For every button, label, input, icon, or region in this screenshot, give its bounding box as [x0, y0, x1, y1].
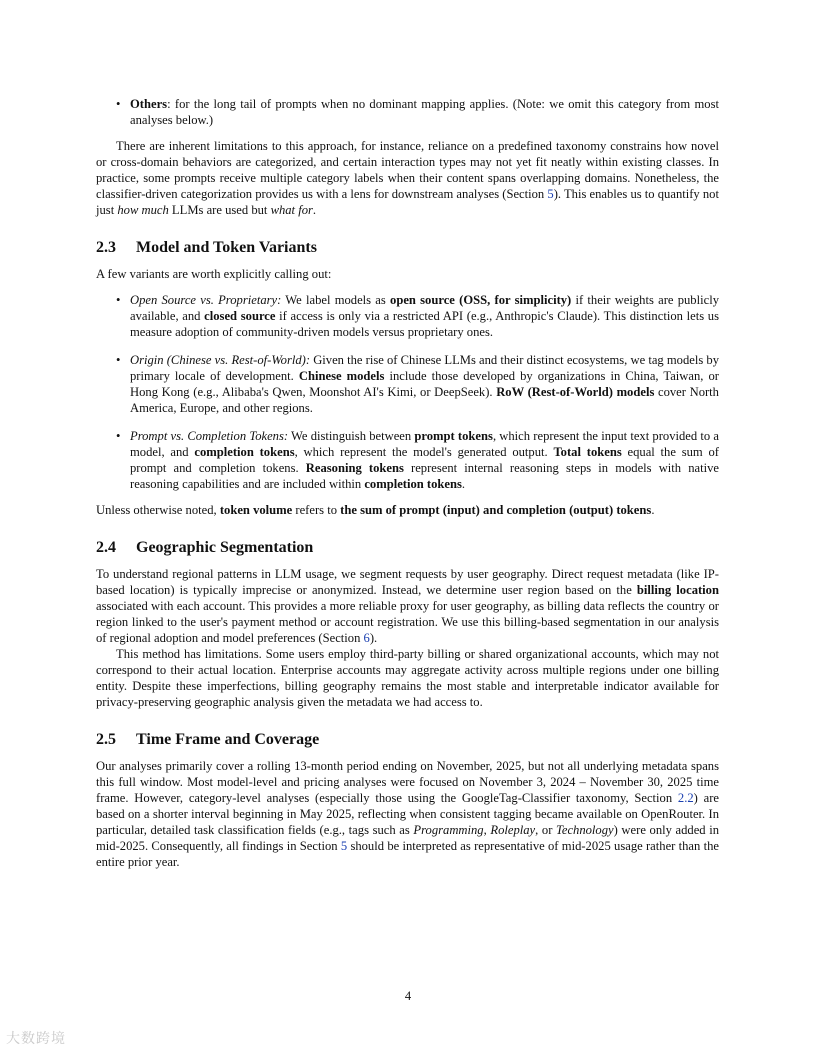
section-link[interactable]: 5	[340, 839, 348, 853]
paper-page	[96, 96, 719, 870]
bullet-icon: •	[116, 293, 121, 307]
watermark-logo: 大数跨境	[6, 1031, 66, 1047]
geography-paragraph-2: This method has limitations. Some users employ third-party billing or shared organizational accounts, which may not correspond to their actual location. Enterprise accounts may aggregate activity across multiple regions under one billing entity. Despite these imperfections, billing geography remains the most stable and interpretable indicator available for privacy-preserving geographic analysis given the metadata we had access to.	[96, 647, 719, 709]
bullet-icon: •	[116, 429, 121, 443]
geography-paragraph-1: To understand regional patterns in LLM usage, we segment requests by user geography. Direct request metadata (like IP-based location) is typically imprecise or anonymized. Instead, we determine user region based on the billing location associated with each account. This provides a more reliable proxy for user geography, as billing data reflects the country or region linked to the user's payment method or account registration. We use this billing-based segmentation in our analysis of regional adoption and model preferences (Section 6).	[96, 567, 719, 645]
list-item-tokens: • Prompt vs. Completion Tokens: We distinguish between prompt tokens, which represent the input text provided to a model, and completion tokens, which represent the model's generated output. Total tokens equal the sum of prompt and completion tokens. Reasoning tokens represent internal reasoning steps in models with native reasoning capabilities and are included within completion tokens.	[116, 429, 719, 491]
page-number: 4	[404, 989, 412, 1003]
section-heading-2-3: 2.3 Model and Token Variants	[96, 239, 317, 256]
section-link[interactable]: 2.2	[677, 791, 694, 805]
bullet-icon: •	[116, 97, 121, 111]
list-item-origin: • Origin (Chinese vs. Rest-of-World): Given the rise of Chinese LLMs and their distinct ecosystems, we tag models by primary locale of development. Chinese models include those developed by organizations in China, Taiwan, or Hong Kong (e.g., Alibaba's Qwen, Moonshot AI's Kimi, or DeepSeek). RoW (Rest-of-World) models cover North America, Europe, and other regions.	[116, 353, 719, 415]
section-link[interactable]: 6	[363, 631, 370, 645]
token-volume-note: Unless otherwise noted, token volume refers to the sum of prompt (input) and completion (output) tokens.	[96, 503, 655, 517]
section-heading-2-4: 2.4 Geographic Segmentation	[96, 539, 314, 556]
bullet-icon: •	[116, 353, 121, 367]
timeframe-paragraph: Our analyses primarily cover a rolling 13-month period ending on November, 2025, but not all underlying metadata spans this full window. Most model-level and pricing analyses were focused on November 3, 2024 – November 30, 2025 time frame. However, category-level analyses (especially those using the GoogleTag-Classifier taxonomy, Section 2.2) are based on a shorter interval beginning in May 2025, reflecting when consistent tagging became available on OpenRouter. In particular, detailed task classification fields (e.g., tags such as Programming, Roleplay, or Technology) were only added in mid-2025. Consequently, all findings in Section 5 should be interpreted as representative of mid-2025 usage rather than the entire prior year.	[96, 759, 720, 869]
variants-intro: A few variants are worth explicitly calling out:	[96, 267, 332, 281]
list-item-open-source: • Open Source vs. Proprietary: We label models as open source (OSS, for simplicity) if their weights are publicly available, and closed source if access is only via a restricted API (e.g., Anthropic's Claude). This distinction lets us measure adoption of community-driven models versus proprietary ones.	[116, 293, 719, 339]
section-link[interactable]: 5	[547, 187, 554, 201]
section-heading-2-5: 2.5 Time Frame and Coverage	[96, 731, 320, 748]
limitations-paragraph: There are inherent limitations to this approach, for instance, reliance on a predefined taxonomy constrains how novel or cross-domain behaviors are categorized, and certain interaction types may not yet fit neatly within existing classes. In practice, some prompts receive multiple category labels when their content spans overlapping domains. Nonetheless, the classifier-driven categorization provides us with a lens for downstream analyses (Section 5). This enables us to quantify not just how much LLMs are used but what for.	[96, 139, 719, 217]
others-bullet-list	[96, 96, 719, 128]
variants-list	[96, 292, 719, 492]
list-item-others: • Others: for the long tail of prompts when no dominant mapping applies. (Note: we omit this category from most analyses below.)	[116, 97, 719, 127]
